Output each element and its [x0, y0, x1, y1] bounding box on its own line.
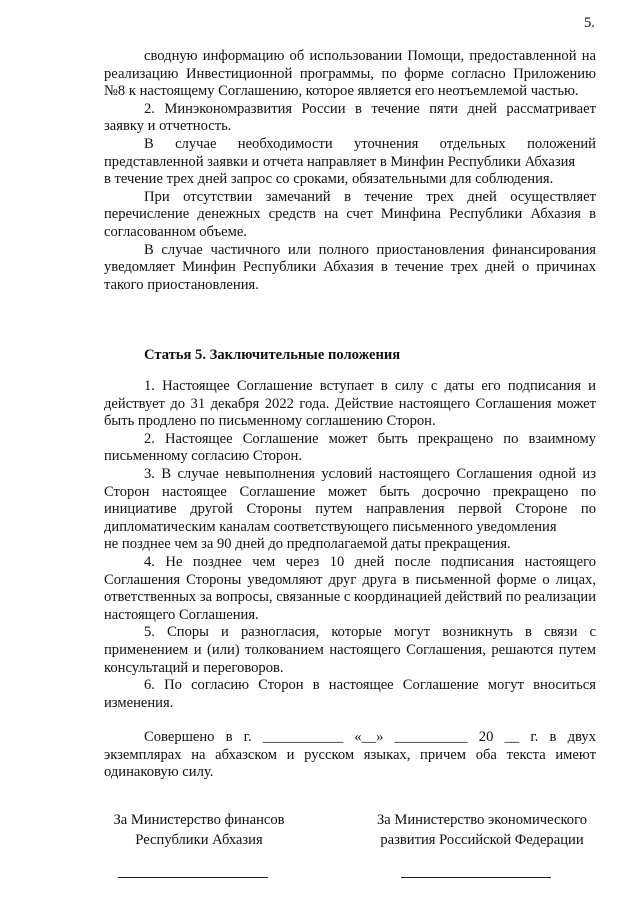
article-heading: Статья 5. Заключительные положения — [144, 347, 401, 363]
clause-1: 1. Настоящее Соглашение вступает в силу с даты его подписания и действует до 31 декабря 2022 года. Действие настоящего Соглашения может быть продлено по письменному соглашению Сторон. — [104, 378, 596, 430]
paragraph-request-terms: в течение трех дней запрос со сроками, обязательными для соблюдения. — [104, 171, 554, 188]
signature-right-line2: развития Российской Федерации — [380, 832, 584, 848]
signature-line-left — [118, 877, 268, 878]
article-section — [104, 378, 596, 782]
page-number: 5. — [584, 15, 595, 31]
paragraph-summary-info: сводную информацию об использовании Помощи, предоставленной на реализацию Инвестиционной программы, по форме согласно Приложению №8 к настоящему Соглашению, которое является его неотъемлемой частью. — [104, 48, 596, 100]
signature-left-line1: За Министерство финансов — [113, 812, 285, 828]
clause-2: 2. Настоящее Соглашение может быть прекращено по взаимному письменному согласию Сторон. — [104, 430, 596, 465]
paragraph-ministry-review: 2. Минэкономразвития России в течение пяти дней рассматривает заявку и отчетность. — [104, 100, 596, 135]
paragraph-clarification: В случае необходимости уточнения отдельных положений представленной заявки и отчета направляет в Минфин Республики Абхазия — [104, 135, 596, 170]
top-section — [104, 48, 596, 294]
signature-block-left — [104, 810, 294, 850]
clause-3-continued: не позднее чем за 90 дней до предполагаемой даты прекращения. — [104, 536, 511, 553]
signature-left-line2: Республики Абхазия — [135, 832, 263, 848]
clause-3: 3. В случае невыполнения условий настоящего Соглашения одной из Сторон настоящее Соглашение может быть досрочно прекращено по инициативе другой Стороны путем направления первой Стороне по дипломатическим каналам соответствующего письменного уведомления — [104, 465, 596, 535]
signature-right-line1: За Министерство экономического — [376, 812, 588, 828]
signature-block-right — [362, 810, 602, 850]
signature-line-right — [401, 877, 551, 878]
clause-6: 6. По согласию Сторон в настоящее Соглашение могут вноситься изменения. — [104, 677, 596, 711]
paragraph-suspension: В случае частичного или полного приостановления финансирования уведомляет Минфин Республики Абхазия в течение трех дней о причинах такого приостановления. — [104, 241, 596, 293]
paragraph-transfer: При отсутствии замечаний в течение трех дней осуществляет перечисление денежных средств на счет Минфина Республики Абхазия в согласованном объеме. — [104, 188, 596, 240]
execution-clause: Совершено в г. ___________ «__» __________ 20 __ г. в двух экземплярах на абхазском и русском языках, причем оба текста имеют одинаковую силу. — [104, 729, 596, 781]
clause-5: 5. Споры и разногласия, которые могут возникнуть в связи с применением и (или) толкованием настоящего Соглашения, решаются путем консультаций и переговоров. — [104, 624, 596, 676]
clause-4: 4. Не позднее чем через 10 дней после подписания настоящего Соглашения Стороны уведомляют друг друга в письменной форме о лицах, ответственных за вопросы, связанные с координацией действий по реализации настоящего Соглашения. — [104, 553, 596, 623]
